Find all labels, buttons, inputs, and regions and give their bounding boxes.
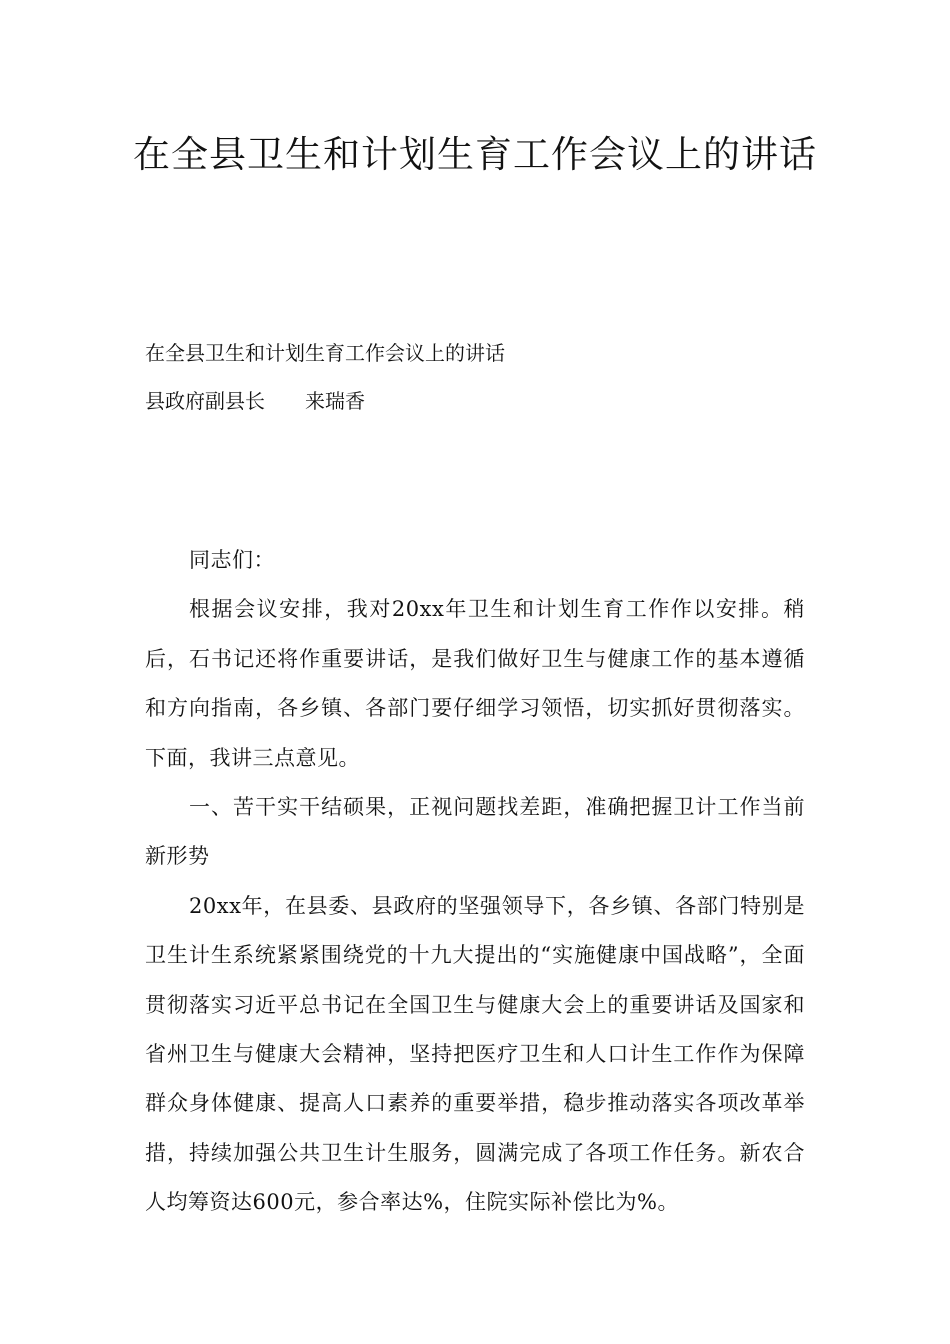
body-paragraph: 根据会议安排，我对20xx年卫生和计划生育工作作以安排。稍后，石书记还将作重要讲话，是我们做好卫生与健康工作的基本遵循和方向指南，各乡镇、各部门要仔细学习领悟，切实抓好贯彻落实。下面，我讲三点意见。	[145, 597, 805, 770]
body-paragraph: 20xx年，在县委、县政府的坚强领导下，各乡镇、各部门特别是卫生计生系统紧紧围绕党的十九大提出的“实施健康中国战略”，全面贯彻落实习近平总书记在全国卫生与健康大会上的重要讲话及国家和省州卫生与健康大会精神，坚持把医疗卫生和人口计生工作作为保障群众身体健康、提高人口素养的重要举措，稳步推动落实各项改革举措，持续加强公共卫生计生服务，圆满完成了各项工作任务。新农合人均筹资达600元，参合率达%，住院实际补偿比为%。	[145, 893, 805, 1215]
document-subtitle: 在全县卫生和计划生育工作会议上的讲话	[145, 341, 505, 365]
salutation-paragraph: 同志们：	[189, 548, 275, 572]
document-body	[145, 536, 805, 1228]
author-line: 县政府副县长 来瑞香	[145, 389, 365, 413]
section-heading-paragraph: 一、苦干实干结硕果，正视问题找差距，准确把握卫计工作当前新形势	[145, 795, 805, 869]
document-title: 在全县卫生和计划生育工作会议上的讲话	[133, 133, 817, 176]
